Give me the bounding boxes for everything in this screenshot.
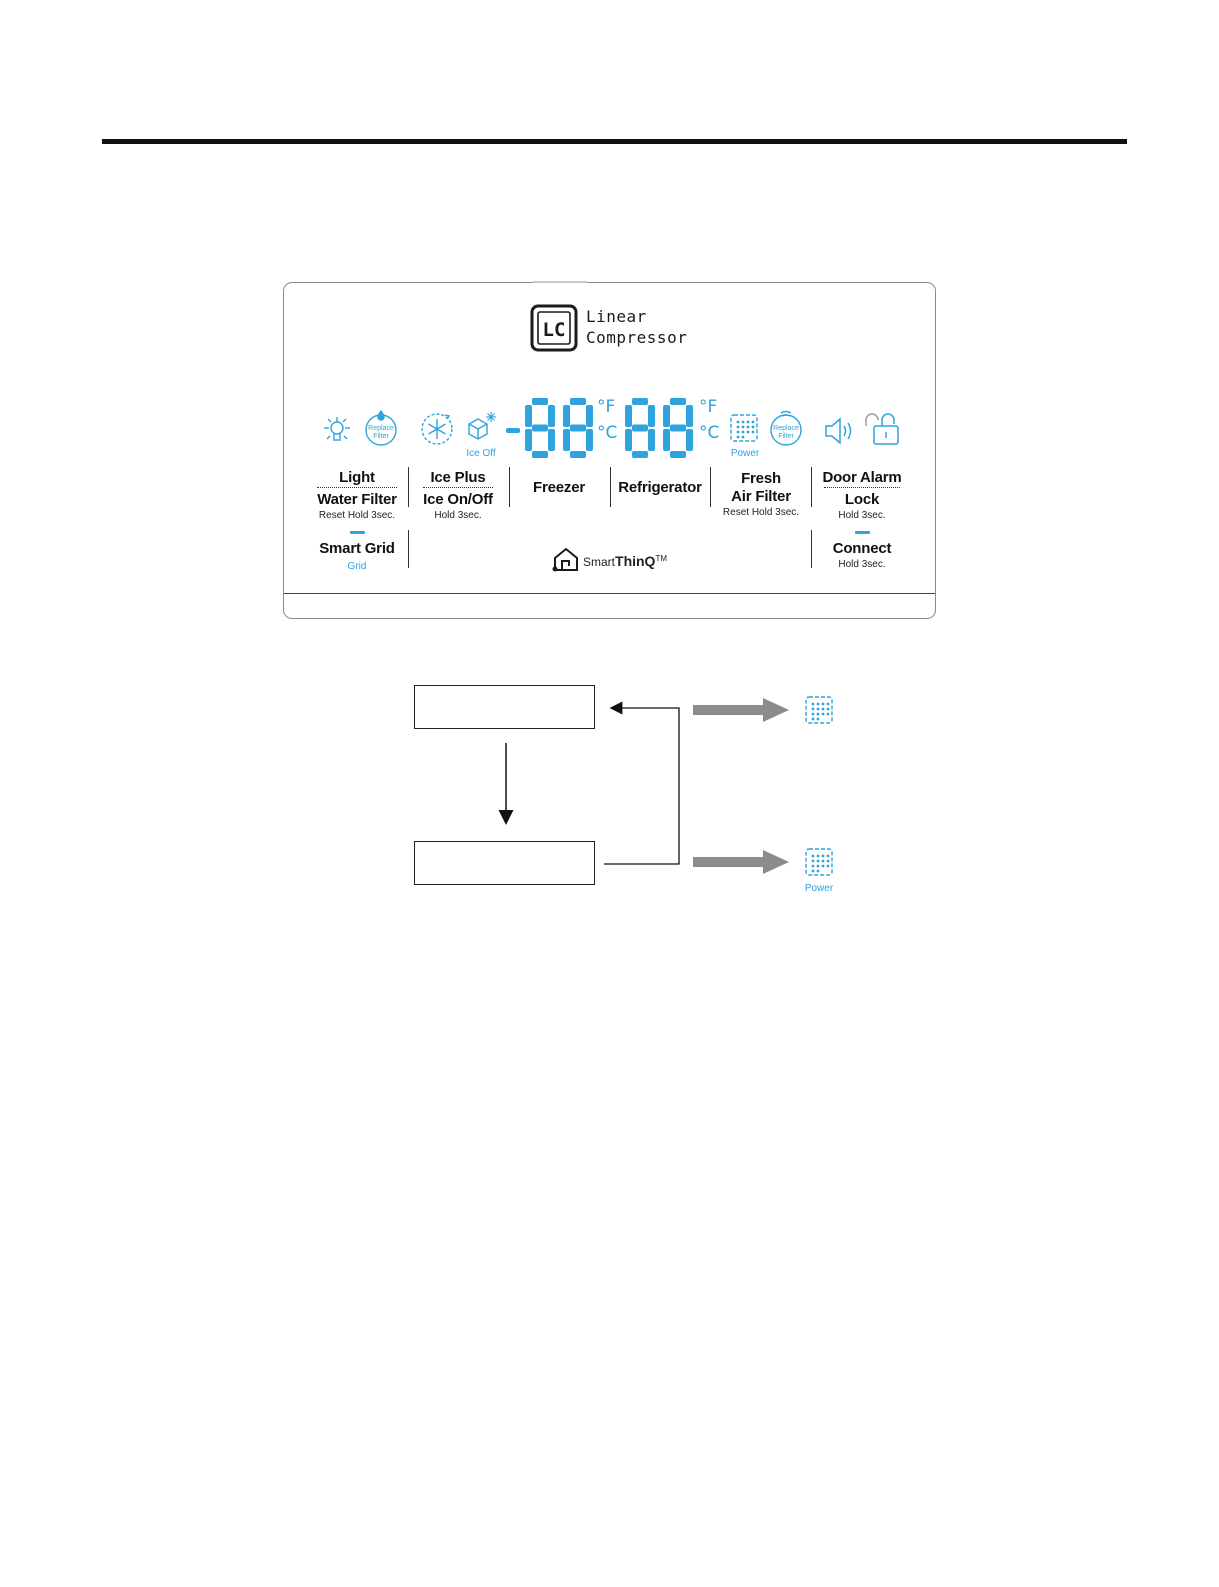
air-filter-power-icon (803, 846, 835, 880)
svg-text:Filter: Filter (778, 433, 794, 440)
freezer-button-label[interactable]: Freezer (533, 479, 585, 496)
logo-line2: Compressor (586, 328, 688, 347)
gray-arrow-top (693, 698, 789, 722)
door-alarm-button-label[interactable]: Door Alarm (822, 469, 902, 486)
ice-off-caption: Ice Off (466, 448, 496, 459)
smartthinq-tm: TM (655, 554, 668, 563)
refrigerator-unit-c: °C (699, 423, 720, 443)
gray-arrow-bottom (693, 850, 789, 874)
power-caption: Power (730, 448, 760, 459)
svg-text:Replace: Replace (773, 425, 799, 432)
smartthinq-prefix: Smart (583, 555, 616, 569)
svg-text:Replace: Replace (368, 425, 394, 432)
air-filter-button-label[interactable]: Air Filter (731, 488, 791, 505)
freezer-unit-c: °C (597, 423, 618, 443)
connect-button-label[interactable]: Connect (832, 540, 892, 557)
ice-hold-note: Hold 3sec. (434, 510, 482, 521)
air-filter-off-icon (803, 694, 835, 728)
loop-arrow (604, 708, 679, 864)
smart-grid-button-label[interactable]: Smart Grid (319, 540, 395, 557)
water-filter-button-label[interactable]: Water Filter (317, 491, 397, 508)
fresh-button-label[interactable]: Fresh (741, 470, 781, 487)
water-filter-hold-note: Reset Hold 3sec. (318, 510, 396, 521)
freezer-unit-f: °F (597, 397, 616, 417)
svg-text:Filter: Filter (373, 433, 389, 440)
flow-power-caption: Power (804, 883, 834, 894)
ice-plus-button-label[interactable]: Ice Plus (430, 469, 486, 486)
light-button-label[interactable]: Light (339, 469, 375, 486)
refrigerator-button-label[interactable]: Refrigerator (618, 479, 702, 496)
grid-caption: Grid (347, 561, 367, 572)
lock-button-label[interactable]: Lock (844, 491, 880, 508)
logo-line1: Linear (586, 307, 647, 326)
lc-badge-text: LC (542, 319, 566, 341)
connect-hold-note: Hold 3sec. (838, 559, 886, 570)
smartthinq-brand: ThinQ (615, 553, 656, 569)
lock-hold-note: Hold 3sec. (838, 510, 886, 521)
ice-on-off-button-label[interactable]: Ice On/Off (423, 491, 493, 508)
air-filter-hold-note: Reset Hold 3sec. (722, 507, 800, 518)
refrigerator-unit-f: °F (699, 397, 718, 417)
